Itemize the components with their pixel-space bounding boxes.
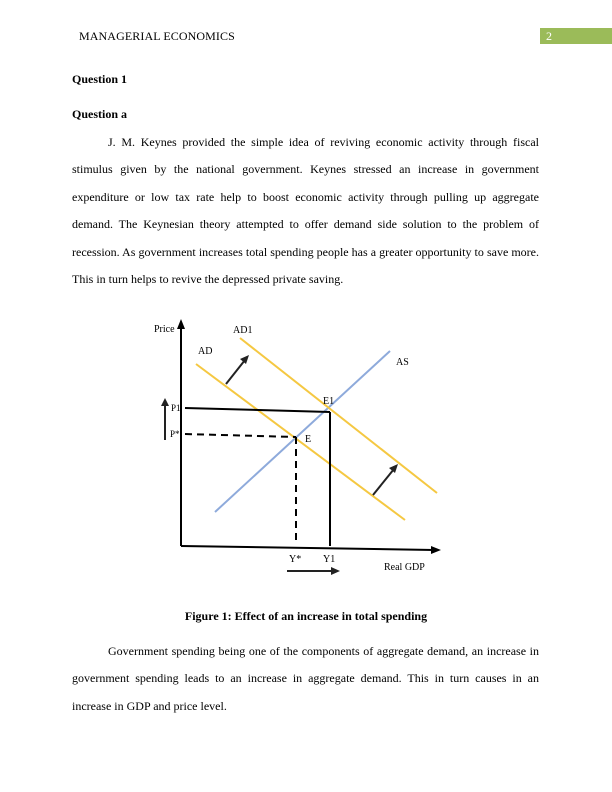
as-label: AS bbox=[396, 357, 409, 368]
ad1-label: AD1 bbox=[233, 325, 253, 336]
e1-label: E1 bbox=[323, 396, 335, 407]
sub-question-heading: Question a bbox=[72, 107, 128, 121]
paragraph-government-spending: Government spending being one of the components of aggregate demand, an increase in government spending leads to an increase in aggregate demand. This in turn causes in an increase in GDP and price level. bbox=[72, 644, 539, 713]
p-star-guide bbox=[185, 434, 296, 437]
e-label: E bbox=[305, 434, 312, 445]
ad-label: AD bbox=[198, 346, 213, 357]
y-axis-label: Price bbox=[154, 324, 175, 335]
output-rise-arrowhead bbox=[331, 567, 340, 575]
ad-shift-arrowhead-lower bbox=[389, 464, 398, 473]
question-heading: Question 1 bbox=[72, 72, 128, 86]
p-star-label: P* bbox=[170, 429, 180, 439]
figure-caption: Figure 1: Effect of an increase in total spending bbox=[184, 609, 428, 623]
ad-shift-arrowhead-upper bbox=[240, 355, 249, 364]
p1-guide bbox=[185, 408, 330, 412]
ad-shift-arrow-upper bbox=[226, 360, 245, 384]
y-axis-arrowhead bbox=[177, 319, 185, 329]
ad-shift-arrow-lower bbox=[373, 469, 394, 495]
page-number: 2 bbox=[540, 28, 612, 44]
paragraph-keynes: J. M. Keynes provided the simple idea of reviving economic activity through fiscal stimulus given by the national government. Keynes stressed an increase in government expenditure or low tax rate help to boost economic activity through pulling up aggregate demand. The Keynesian theory attempted to offer demand side solution to the problem of recession. As government increases total spending people has a greater opportunity to save more. This in turn helps to revive the depressed private saving. bbox=[72, 135, 539, 287]
y1-label: Y1 bbox=[323, 554, 336, 565]
price-rise-arrowhead bbox=[161, 398, 169, 406]
running-header: MANAGERIAL ECONOMICS bbox=[79, 29, 235, 43]
p1-label: P1 bbox=[171, 403, 181, 413]
x-axis bbox=[181, 546, 434, 550]
as-curve bbox=[215, 351, 390, 512]
y-star-label: Y* bbox=[289, 554, 302, 565]
x-axis-arrowhead bbox=[431, 546, 441, 554]
x-axis-label: Real GDP bbox=[384, 562, 425, 573]
